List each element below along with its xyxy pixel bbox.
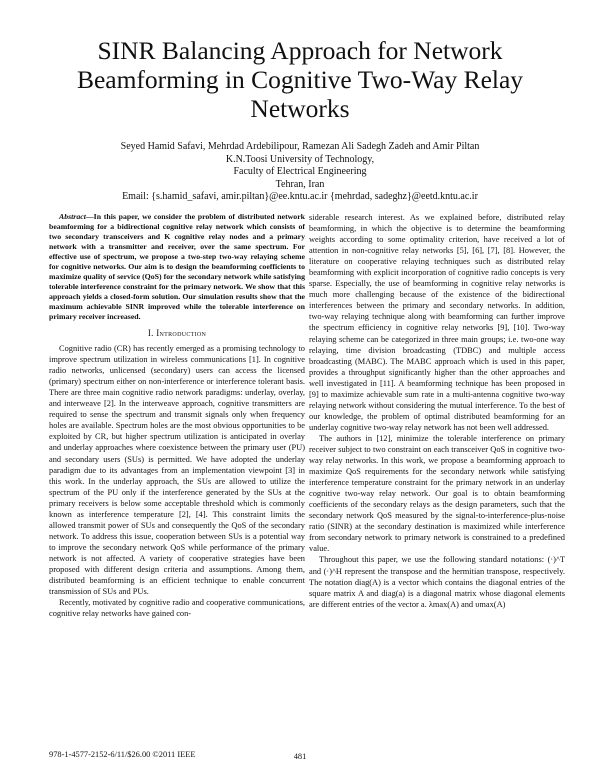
abstract <box>49 212 305 322</box>
right-column <box>309 212 565 610</box>
section-title: Introduction <box>156 328 207 338</box>
left-column <box>49 212 305 619</box>
intro-paragraph-2: Recently, motivated by cognitive radio and cooperative communications, cognitive relay networks have gained con- <box>49 598 305 619</box>
affiliation-location: Tehran, Iran <box>275 178 325 190</box>
right-paragraph-2: The authors in [12], minimize the tolerable interference on primary receiver subject to two constraint on each transceiver QoS in cognitive two-way relay networks. In this work, we propose a beamforming approach to maximize QoS requirements for the secondary network while satisfying interference temperature constraint for the primary network in an underlay cognitive two-way relay network. Our goal is to obtain beamforming coefficients of the secondary relays as the design parameters, such that the secondary network QoS measured by the signal-to-interference-plus-noise ratio (SINR) at the secondary destination is maximized while interference from secondary network to primary network is constrained to a predefined value. <box>309 433 565 554</box>
affiliation-faculty: Faculty of Electrical Engineering <box>233 166 367 178</box>
right-paragraph-3: Throughout this paper, we use the following standard notations: (·)^T and (·)^H represent the transpose and the hermitian transpose, respectively. The notation diag(A) is a vector which contains the diagonal entries of the square matrix A and diag(a) is a diagonal matrix whose diagonal elements are different entries of the vector a. λmax(A) and υmax(A) <box>309 555 565 609</box>
abstract-text: —In this paper, we consider the problem of distributed network beamforming for a bidirectional cognitive relay network which consists of two secondary transceivers and K cognitive relay nodes and a primary network with a transmitter and receiver, over the same spectrum. For effective use of spectrum, we propose a two-step two-way relaying scheme for cognitive networks. Our aim is to design the beamforming coefficients to maximize quality of service (QoS) for the secondary network while satisfying tolerable interference constraint for the primary network. We show that this approach yields a closed-form solution. Our simulation results show that the maximum achievable SINR improved while the tolerable interference on primary receiver increased. <box>49 212 305 321</box>
affiliation-university: K.N.Toosi University of Technology, <box>225 153 375 165</box>
right-paragraph-1: siderable research interest. As we explained before, distributed relay beamforming, in which the objective is to determine the beamforming weights according to some optimality criterion, have received a lot of attention in non-cognitive relay networks [5], [6], [7], [8]. However, the literature on cooperative relaying techniques such as distributed relay beamforming with explicit incorporation of cognitive radio concepts is very sparse. Especially, the use of beamforming in cognitive relay networks is much more challenging because of the existence of the bidirectional interferences between the primary and secondary networks. In addition, two-way relaying technique along with beamforming can further improve the spectrum efficiency in cognitive relay networks [9], [10]. Two-way relaying scheme can be categorized in three main groups; i.e. two-one way relaying, time division broadcasting (TDBC) and multiple access broadcasting (MABC). The MABC approach which is used in this paper, provides a throughput significantly higher than the other approaches and well investigated in [11]. A beamforming technique has been proposed in [9] to maximize achievable sum rate in a multi-antenna cognitive two-way relaying network without considering the mutual interference. To the best of our knowledge, the problem of optimal distributed beamforming for an underlay cognitive two-way relay network has not been well addressed. <box>309 213 565 432</box>
section-numeral: I. <box>147 328 154 338</box>
footer-isbn: 978-1-4577-2152-6/11/$26.00 ©2011 IEEE <box>49 750 196 759</box>
section-heading-introduction <box>49 328 305 339</box>
author-names: Seyed Hamid Safavi, Mehrdad Ardebilipour, Ramezan Ali Sadegh Zadeh and Amir Piltan <box>120 141 480 152</box>
paper-title: SINR Balancing Approach for Network Beamforming in Cognitive Two-Way Relay Networks <box>76 36 524 123</box>
abstract-label: Abstract <box>59 212 86 221</box>
intro-paragraph-1: Cognitive radio (CR) has recently emerged as a promising technology to improve spectrum utilization in wireless communications [1]. In cognitive radio networks, unlicensed (secondary) users can access the licensed (primary) spectrum either on non-interference or interference tolerant basis. There are three main cognitive radio network paradigms: underlay, overlay, and interweave [2]. In the interweave approach, cognitive transmitters are required to sense the spectrum and transmit signals only when frequency holes are available. Spectrum holes are the most obvious opportunities to be exploited by CR, but higher spectrum utilization is anticipated in overlay and underlay approaches where coexistence between the primary user (PU) and secondary users (SUs) is permitted. We have adopted the underlay paradigm due to its advantages from an implementation viewpoint [3] in this work. In the underlay approach, the SUs are allowed to utilize the spectrum of the PU only if the interference generated by the SUs at the primary receivers is below some acceptable threshold which is commonly known as interference temperature [2], [4]. This constraint limits the allowed transmit power of SUs and consequently the QoS of the secondary network. To address this issue, cooperation between SUs is a potential way to improve the secondary network QoS while performance of the primary network is not affected. A variety of cooperative strategies have been proposed with different design criteria and assumptions. Among them, distributed beamforming is an efficient technique to enable concurrent transmission of SUs and PUs. <box>49 344 305 597</box>
author-emails: Email: {s.hamid_safavi, amir.piltan}@ee.kntu.ac.ir {mehrdad, sadeghz}@eetd.kntu.ac.ir <box>122 191 478 203</box>
page-number: 481 <box>293 752 307 761</box>
author-block <box>40 141 560 204</box>
